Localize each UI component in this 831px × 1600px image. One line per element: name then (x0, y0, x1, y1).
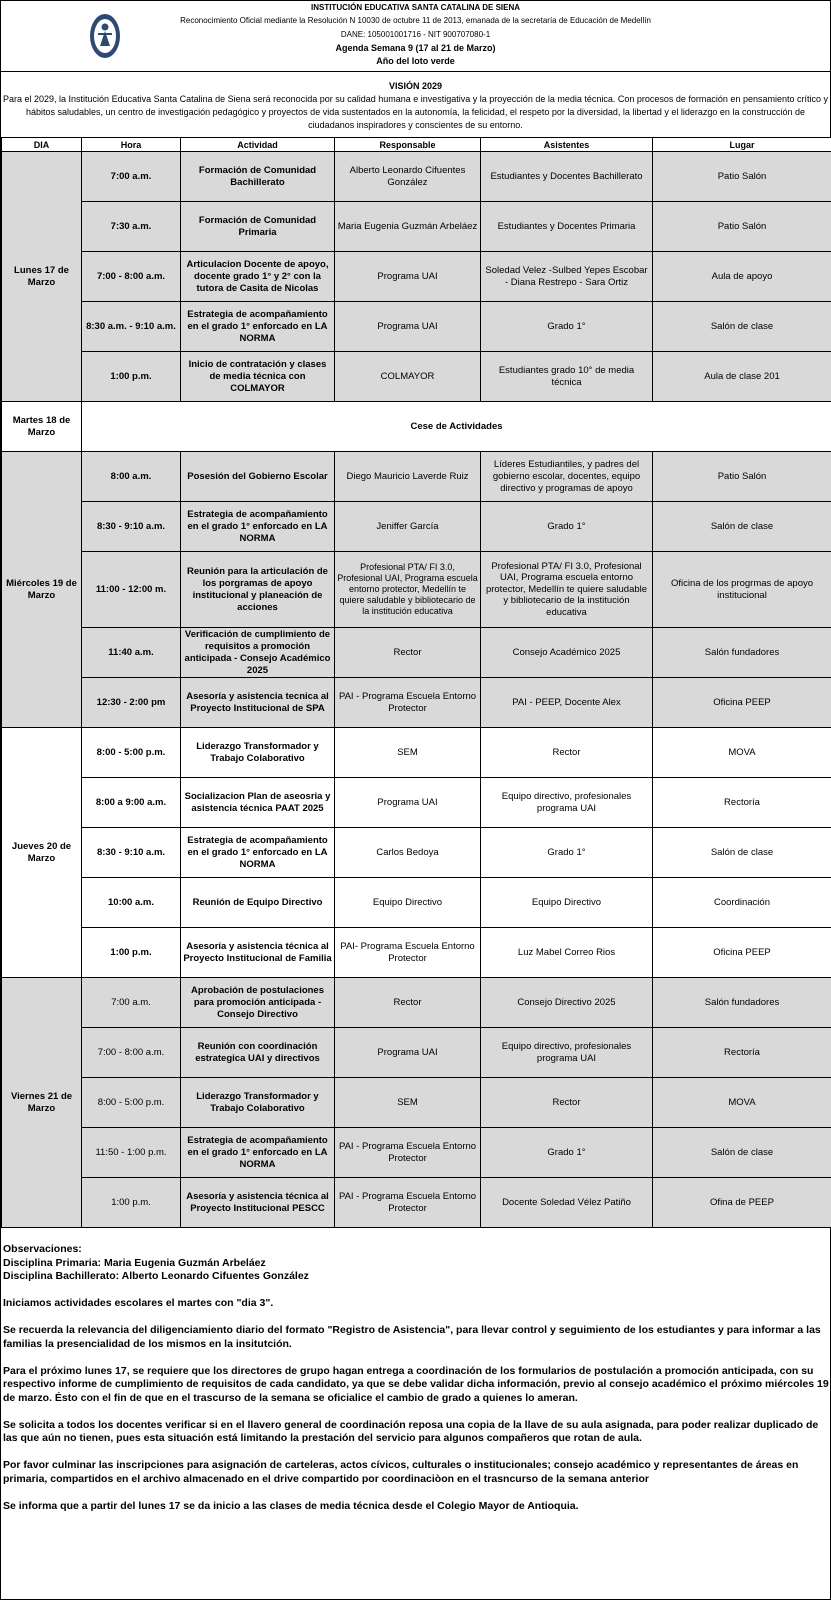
hora-cell: 12:30 - 2:00 pm (82, 678, 181, 728)
asistentes-cell: Profesional PTA/ FI 3.0, Profesional UAI, Programa escuela entorno protector, Medellín te quiere saludable y bibliotecario de la institución educativa (481, 552, 653, 628)
hora-cell: 1:00 p.m. (82, 928, 181, 978)
asistentes-cell: Docente Soledad Vélez Patiño (481, 1178, 653, 1228)
asistentes-cell: Equipo Directivo (481, 878, 653, 928)
table-row (2, 778, 831, 828)
document-header (1, 1, 830, 72)
actividad-cell: Asesoría y asistencia técnica al Proyecto Institucional de Familia (181, 928, 335, 978)
lugar-cell: Salón de clase (653, 502, 831, 552)
table-row (2, 828, 831, 878)
hora-cell: 10:00 a.m. (82, 878, 181, 928)
table-row (2, 202, 831, 252)
asistentes-cell: PAI - PEEP, Docente Alex (481, 678, 653, 728)
hora-cell: 7:00 a.m. (82, 978, 181, 1028)
responsable-cell: PAI - Programa Escuela Entorno Protector (335, 1178, 481, 1228)
vision-block (1, 72, 830, 138)
responsable-cell: SEM (335, 1078, 481, 1128)
asistentes-cell: Equipo directivo, profesionales programa UAI (481, 778, 653, 828)
observation-note: Iniciamos actividades escolares el martes con "dia 3". (3, 1297, 274, 1309)
day-cell: Jueves 20 de Marzo (2, 728, 82, 978)
asistentes-cell: Estudiantes y Docentes Primaria (481, 202, 653, 252)
asistentes-cell: Grado 1° (481, 502, 653, 552)
responsable-cell: SEM (335, 728, 481, 778)
cese-cell: Cese de Actividades (82, 402, 831, 452)
day-cell: Viernes 21 de Marzo (2, 978, 82, 1228)
lugar-cell: Oficina de los progrmas de apoyo institucional (653, 552, 831, 628)
table-row (2, 678, 831, 728)
responsable-cell: Programa UAI (335, 1028, 481, 1078)
lugar-cell: Oficina PEEP (653, 928, 831, 978)
lugar-cell: Salón de clase (653, 1128, 831, 1178)
hora-cell: 11:00 - 12:00 m. (82, 552, 181, 628)
lugar-cell: MOVA (653, 728, 831, 778)
actividad-cell: Estrategia de acompañamiento en el grado 1° enforcado en LA NORMA (181, 302, 335, 352)
responsable-cell: PAI - Programa Escuela Entorno Protector (335, 678, 481, 728)
actividad-cell: Formación de Comunidad Primaria (181, 202, 335, 252)
hora-cell: 7:30 a.m. (82, 202, 181, 252)
responsable-cell: Maria Eugenia Guzmán Arbeláez (335, 202, 481, 252)
table-row (2, 728, 831, 778)
header-hora: Hora (82, 138, 181, 152)
observations-title: Observaciones: (3, 1243, 82, 1255)
actividad-cell: Asesoría y asistencia tecnica al Proyecto Institucional de SPA (181, 678, 335, 728)
table-row (2, 1178, 831, 1228)
responsable-cell: Carlos Bedoya (335, 828, 481, 878)
actividad-cell: Inicio de contratación y clases de media técnica con COLMAYOR (181, 352, 335, 402)
asistentes-cell: Consejo Académico 2025 (481, 628, 653, 678)
responsable-cell: Equipo Directivo (335, 878, 481, 928)
hora-cell: 8:30 - 9:10 a.m. (82, 828, 181, 878)
asistentes-cell: Soledad Velez -Sulbed Yepes Escobar - Diana Restrepo - Sara Ortiz (481, 252, 653, 302)
hora-cell: 1:00 p.m. (82, 352, 181, 402)
table-header-row (2, 138, 831, 152)
table-row (2, 878, 831, 928)
responsable-cell: PAI - Programa Escuela Entorno Protector (335, 1128, 481, 1178)
hora-cell: 8:00 a 9:00 a.m. (82, 778, 181, 828)
actividad-cell: Estrategia de acompañamiento en el grado 1° enforcado en LA NORMA (181, 502, 335, 552)
table-row (2, 552, 831, 628)
actividad-cell: Socializacion Plan de aseosria y asistencia técnica PAAT 2025 (181, 778, 335, 828)
vision-title: VISIÓN 2029 (388, 81, 443, 91)
lugar-cell: Patio Salón (653, 152, 831, 202)
table-row (2, 352, 831, 402)
lugar-cell: Salón de clase (653, 302, 831, 352)
responsable-cell: Programa UAI (335, 302, 481, 352)
actividad-cell: Verificación de cumplimiento de requisitos a promoción anticipada - Consejo Académico 2025 (181, 628, 335, 678)
recognition-line: Reconocimiento Oficial mediante la Resolución N 10030 de octubre 11 de 2013, emanada de la secretaría de Educación de Medellín (180, 16, 651, 25)
agenda-table (1, 137, 831, 1228)
responsable-cell: Programa UAI (335, 778, 481, 828)
responsable-cell: COLMAYOR (335, 352, 481, 402)
header-lugar: Lugar (653, 138, 831, 152)
responsable-cell: PAI- Programa Escuela Entorno Protector (335, 928, 481, 978)
discipline-bachillerato: Disciplina Bachillerato: Alberto Leonardo Cifuentes González (3, 1270, 309, 1282)
actividad-cell: Posesión del Gobierno Escolar (181, 452, 335, 502)
actividad-cell: Reunión de Equipo Directivo (181, 878, 335, 928)
asistentes-cell: Líderes Estudiantiles, y padres del gobierno escolar, docentes, equipo directivo y programas de apoyo (481, 452, 653, 502)
hora-cell: 8:00 a.m. (82, 452, 181, 502)
lugar-cell: Aula de clase 201 (653, 352, 831, 402)
hora-cell: 8:00 - 5:00 p.m. (82, 728, 181, 778)
actividad-cell: Liderazgo Transformador y Trabajo Colaborativo (181, 1078, 335, 1128)
observation-note: Se recuerda la relevancia del diligenciamiento diario del formato "Registro de Asistencia", para llevar control y seguimiento de los estudiantes y para informar a las familias la presencialidad de los mismos en la insitutción. (3, 1324, 821, 1350)
table-row (2, 1128, 831, 1178)
responsable-cell: Jeniffer García (335, 502, 481, 552)
hora-cell: 8:00 - 5:00 p.m. (82, 1078, 181, 1128)
table-row (2, 978, 831, 1028)
lugar-cell: Patio Salón (653, 202, 831, 252)
hora-cell: 11:40 a.m. (82, 628, 181, 678)
actividad-cell: Estrategia de acompañamiento en el grado 1° enforcado en LA NORMA (181, 828, 335, 878)
lugar-cell: Rectoría (653, 778, 831, 828)
actividad-cell: Estrategia de acompañamiento en el grado 1° enforcado en LA NORMA (181, 1128, 335, 1178)
table-row (2, 152, 831, 202)
observations (3, 1243, 829, 1513)
observation-note: Se solicita a todos los docentes verificar si en el llavero general de coordinación reposa una copia de la llave de su aula asignada, para poder realizar duplicado de las que aún no tienen, pues esta situación está limitando la prestación del servicio para algunos compañeros que rotan de aula. (3, 1418, 819, 1444)
lugar-cell: Aula de apoyo (653, 252, 831, 302)
hora-cell: 7:00 - 8:00 a.m. (82, 252, 181, 302)
header-asistentes: Asistentes (481, 138, 653, 152)
hora-cell: 7:00 - 8:00 a.m. (82, 1028, 181, 1078)
lugar-cell: Ofina de PEEP (653, 1178, 831, 1228)
responsable-cell: Rector (335, 628, 481, 678)
table-row (2, 1078, 831, 1128)
lugar-cell: Salón fundadores (653, 628, 831, 678)
actividad-cell: Reunión para la articulación de los porgramas de apoyo institucional y planeación de acciones (181, 552, 335, 628)
lugar-cell: Salón de clase (653, 828, 831, 878)
vision-text: Para el 2029, la Institución Educativa Santa Catalina de Siena será reconocida por su calidad humana e investigativa y la proyección de la media técnica. Con procesos de formación en pensamiento crítico y hábitos saludables, un centro de investigación pedagógico y proyectos de vida sustentados en la autonomía, la felicidad, el respeto por la diversidad, la libertad y el liderazgo en la construcción de ciudadanos inspiradores y conscientes de su entorno. (3, 94, 828, 130)
table-row (2, 402, 831, 452)
asistentes-cell: Grado 1° (481, 828, 653, 878)
table-row (2, 302, 831, 352)
asistentes-cell: Grado 1° (481, 302, 653, 352)
hora-cell: 1:00 p.m. (82, 1178, 181, 1228)
asistentes-cell: Rector (481, 728, 653, 778)
table-row (2, 628, 831, 678)
lugar-cell: Patio Salón (653, 452, 831, 502)
observation-note: Para el próximo lunes 17, se requiere que los directores de grupo hagan entrega a coordinación de los formularios de postulación a promoción anticipada, con su respectivo informe de cumplimiento de requisitos de cada candidato, ya que se debe validar dicha información, previo al consejo académico el próximo miércoles 19 de marzo. Ésto con el fin de que en el trascurso de la semana se oficialice el cambio de grado a quienes lo ameran. (3, 1364, 829, 1404)
asistentes-cell: Grado 1° (481, 1128, 653, 1178)
hora-cell: 11:50 - 1:00 p.m. (82, 1128, 181, 1178)
hora-cell: 8:30 - 9:10 a.m. (82, 502, 181, 552)
responsable-cell: Diego Mauricio Laverde Ruiz (335, 452, 481, 502)
actividad-cell: Asesoría y asistencia técnica al Proyecto Institucional PESCC (181, 1178, 335, 1228)
table-row (2, 1028, 831, 1078)
asistentes-cell: Equipo directivo, profesionales programa UAI (481, 1028, 653, 1078)
table-row (2, 252, 831, 302)
asistentes-cell: Luz Mabel Correo Rios (481, 928, 653, 978)
asistentes-cell: Consejo Directivo 2025 (481, 978, 653, 1028)
header-responsable: Responsable (335, 138, 481, 152)
table-row (2, 452, 831, 502)
actividad-cell: Aprobación de postulaciones para promoción anticipada - Consejo Directivo (181, 978, 335, 1028)
day-cell: Miércoles 19 de Marzo (2, 452, 82, 728)
actividad-cell: Liderazgo Transformador y Trabajo Colaborativo (181, 728, 335, 778)
day-cell: Lunes 17 de Marzo (2, 152, 82, 402)
day-cell: Martes 18 de Marzo (2, 402, 82, 452)
observation-note: Por favor culminar las inscripciones para asignación de carteleras, actos cívicos, culturales o institucionales; consejo académico y representantes de áreas en primaria, compartidos en el archivo almacenado en el drive compartido por coordinaciòon en el trasncurso de la semana anterior (3, 1459, 799, 1485)
asistentes-cell: Estudiantes y Docentes Bachillerato (481, 152, 653, 202)
lugar-cell: Coordinación (653, 878, 831, 928)
observation-note: Se informa que a partir del lunes 17 se da inicio a las clases de media técnica desde el Colegio Mayor de Antioquia. (3, 1499, 579, 1512)
lugar-cell: Rectoría (653, 1028, 831, 1078)
dane-line: DANE: 105001001716 - NIT 900707080-1 (340, 30, 491, 39)
actividad-cell: Reunión con coordinación estrategica UAI y directivos (181, 1028, 335, 1078)
actividad-cell: Articulacion Docente de apoyo, docente grado 1° y 2° con la tutora de Casita de Nicolas (181, 252, 335, 302)
responsable-cell: Alberto Leonardo Cifuentes González (335, 152, 481, 202)
institution-name: INSTITUCIÓN EDUCATIVA SANTA CATALINA DE SIENA (310, 3, 521, 12)
year-motto: Año del loto verde (376, 56, 455, 66)
table-row (2, 928, 831, 978)
hora-cell: 8:30 a.m. - 9:10 a.m. (82, 302, 181, 352)
discipline-primaria: Disciplina Primaria: Maria Eugenia Guzmán Arbeláez (3, 1256, 266, 1269)
actividad-cell: Formación de Comunidad Bachillerato (181, 152, 335, 202)
table-row (2, 502, 831, 552)
agenda-title: Agenda Semana 9 (17 al 21 de Marzo) (335, 43, 496, 53)
header-dia: DIA (2, 138, 82, 152)
header-actividad: Actividad (181, 138, 335, 152)
lugar-cell: Salón fundadores (653, 978, 831, 1028)
responsable-cell: Rector (335, 978, 481, 1028)
lugar-cell: Oficina PEEP (653, 678, 831, 728)
lugar-cell: MOVA (653, 1078, 831, 1128)
hora-cell: 7:00 a.m. (82, 152, 181, 202)
asistentes-cell: Rector (481, 1078, 653, 1128)
responsable-cell: Profesional PTA/ FI 3.0, Profesional UAI, Programa escuela entorno protector, Medellín te quiere saludable y bibliotecario de la institución educativa (335, 552, 481, 628)
asistentes-cell: Estudiantes grado 10° de media técnica (481, 352, 653, 402)
responsable-cell: Programa UAI (335, 252, 481, 302)
